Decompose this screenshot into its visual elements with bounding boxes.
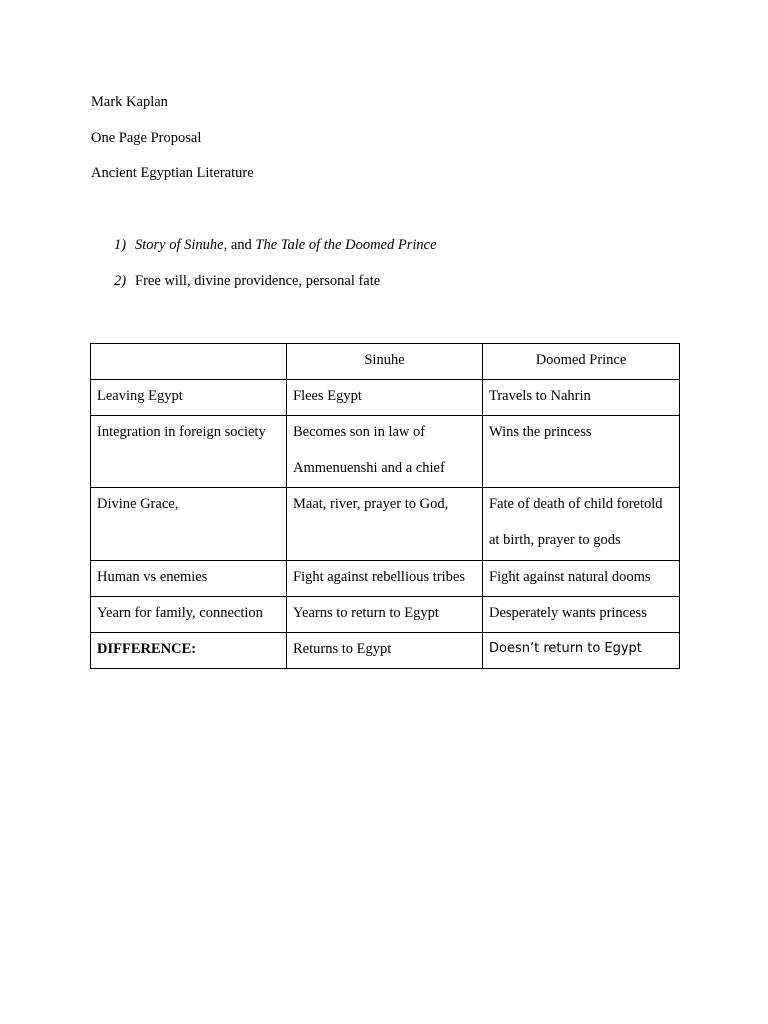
table-header-row [91,344,680,380]
list-connector: , and [223,237,256,253]
table-cell: Travels to Nahrin [483,380,680,416]
table-header-cell: Sinuhe [287,344,483,380]
table-header-cell: Doomed Prince [483,344,680,380]
table-cell: Wins the princess [483,416,680,488]
table-row [91,416,680,488]
table-row [91,561,680,597]
table-cell: Leaving Egypt [91,380,287,416]
table-cell: Flees Egypt [287,380,483,416]
table-cell: DIFFERENCE: [91,633,287,669]
table-row [91,633,680,669]
table-cell: Human vs enemies [91,561,287,597]
table-cell: Integration in foreign society [91,416,287,488]
list-number: 2) [114,273,127,289]
table-row [91,597,680,633]
author-name: Mark Kaplan [91,94,168,110]
list-number: 1) [114,237,127,253]
table-cell: Doesn’t return to Egypt [483,633,680,669]
document-type: One Page Proposal [91,130,202,146]
work-title-sinuhe: Story of Sinuhe [135,237,224,253]
course-name: Ancient Egyptian Literature [91,165,254,181]
table-cell: Maat, river, prayer to God, [287,488,483,561]
table-row [91,488,680,561]
table-cell: Desperately wants princess [483,597,680,633]
table-header-cell [91,344,287,380]
table-row [91,380,680,416]
table-cell: Fight against rebellious tribes [287,561,483,597]
table-cell: Returns to Egypt [287,633,483,669]
table-cell: Divine Grace, [91,488,287,561]
table-cell: Yearn for family, connection [91,597,287,633]
list-item-2 [114,272,380,290]
list-text: Free will, divine providence, personal fate [135,273,381,289]
table-cell: Yearns to return to Egypt [287,597,483,633]
table-cell: Fight against natural dooms [483,561,680,597]
comparison-table [90,343,680,669]
list-item-1 [114,236,437,254]
work-title-doomed-prince: The Tale of the Doomed Prince [255,237,437,253]
table-cell: Becomes son in law of Ammenuenshi and a chief [287,416,483,488]
table-cell: Fate of death of child foretold at birth, prayer to gods [483,488,680,561]
